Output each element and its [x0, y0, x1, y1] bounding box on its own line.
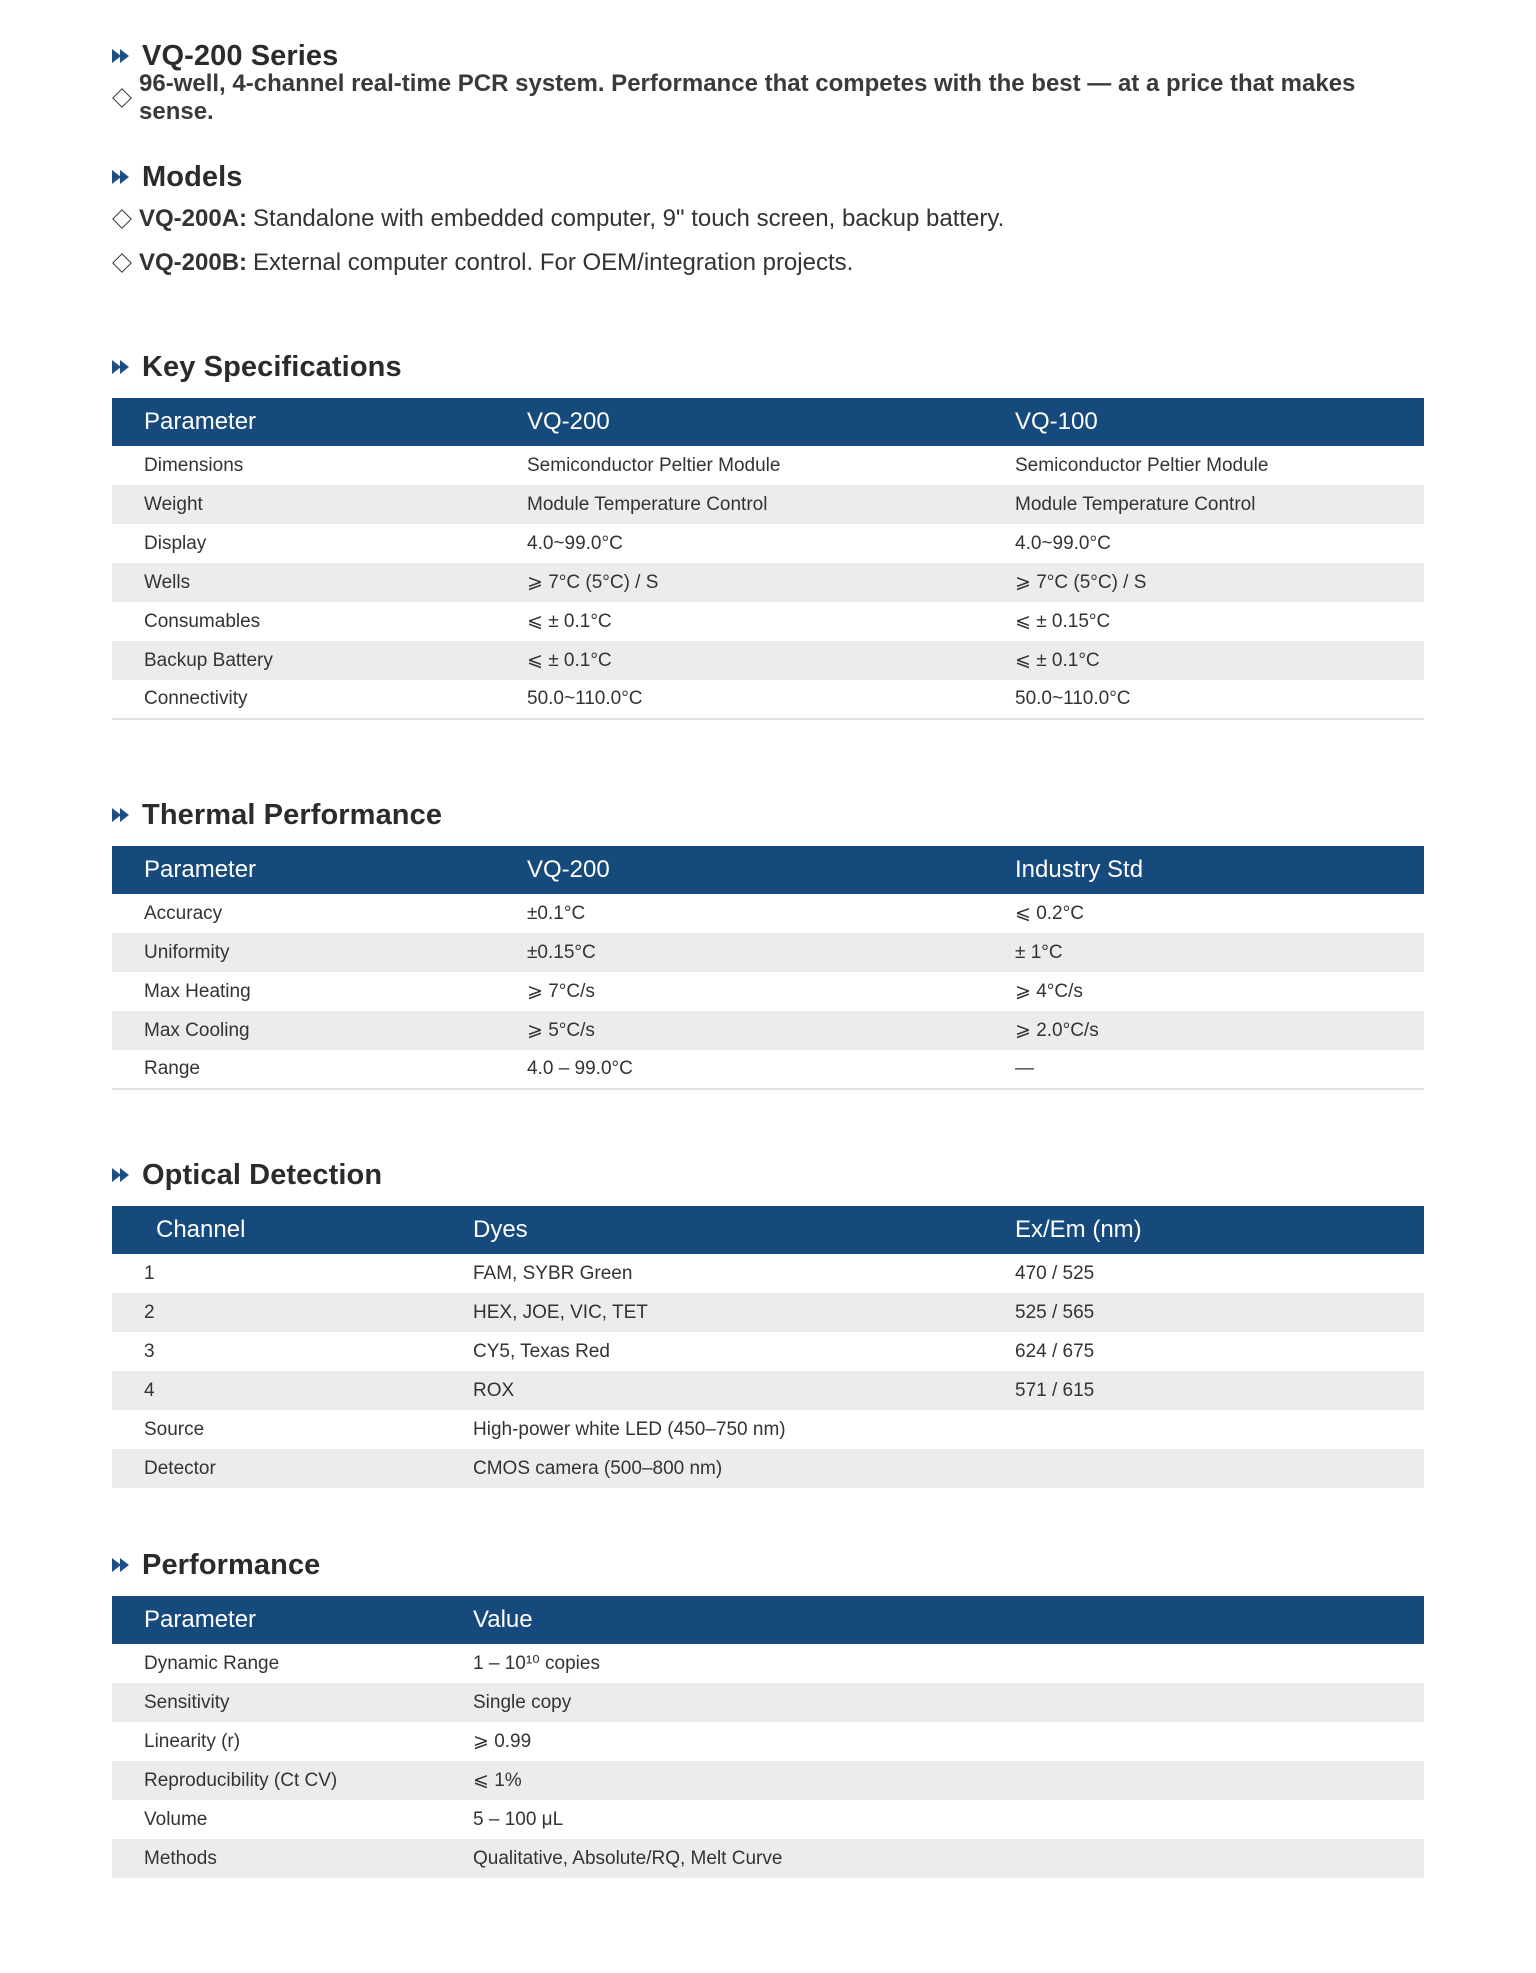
table-cell: ROX: [473, 1379, 515, 1401]
column-header: Industry Std: [1015, 856, 1144, 883]
table-row: [112, 1332, 1424, 1371]
table-cell: Sensitivity: [144, 1691, 230, 1713]
table-cell: ⩽ ± 0.1°C: [527, 650, 612, 671]
section-title: Key Specifications: [142, 350, 402, 383]
table-row: [112, 1011, 1424, 1050]
table-row: [112, 1644, 1424, 1683]
table-cell: Range: [144, 1058, 200, 1079]
table-cell: ⩾ 4°C/s: [1015, 981, 1083, 1002]
table-cell: CY5, Texas Red: [473, 1340, 610, 1362]
table-cell: 50.0~110.0°C: [1015, 688, 1131, 709]
column-header: VQ-200: [527, 856, 610, 883]
table-cell: Linearity (r): [144, 1730, 241, 1752]
table-cell: Reproducibility (Ct CV): [144, 1769, 338, 1791]
table-cell: Semiconductor Peltier Module: [527, 454, 781, 476]
table-cell: 1: [144, 1262, 155, 1284]
tagline-text: 96-well, 4-channel real-time PCR system. Performance that competes with the best — at a price that makes sense.: [139, 70, 1356, 125]
table-cell: FAM, SYBR Green: [473, 1262, 633, 1284]
series-tagline: [112, 70, 1424, 125]
table-row: [112, 524, 1424, 563]
table-row: [112, 563, 1424, 602]
table-cell: 4.0~99.0°C: [1015, 532, 1111, 554]
table-cell: ⩽ ± 0.1°C: [1015, 650, 1100, 671]
double-arrow-icon: [112, 48, 132, 64]
table-cell: ⩾ 7°C (5°C) / S: [527, 572, 659, 593]
optical-table: [112, 1206, 1424, 1488]
table-cell: Weight: [144, 493, 203, 515]
table-row: [112, 972, 1424, 1011]
table-cell: High-power white LED (450–750 nm): [473, 1418, 786, 1440]
table-cell: 3: [144, 1340, 155, 1362]
table-cell: Dimensions: [144, 454, 244, 476]
table-cell: 624 / 675: [1015, 1340, 1095, 1362]
model-item-a: [112, 197, 1424, 241]
table-row: [112, 1293, 1424, 1332]
column-header: VQ-200: [527, 408, 610, 435]
table-cell: Consumables: [144, 610, 261, 632]
table-row: [112, 1722, 1424, 1761]
diamond-bullet-icon: [112, 209, 132, 229]
section-title: VQ-200 Series: [142, 39, 339, 72]
table-row: [112, 1683, 1424, 1722]
table-cell: Module Temperature Control: [1015, 493, 1256, 515]
table-cell: Semiconductor Peltier Module: [1015, 454, 1269, 476]
table-cell: 4: [144, 1379, 155, 1401]
table-cell: ±0.15°C: [527, 941, 596, 963]
column-header: Parameter: [144, 856, 257, 883]
table-cell: Single copy: [473, 1691, 572, 1713]
model-desc: Standalone with embedded computer, 9" touch screen, backup battery.: [253, 205, 1005, 232]
thermal-section: [112, 795, 1424, 1090]
table-cell: Volume: [144, 1808, 208, 1830]
column-header: Parameter: [144, 408, 257, 435]
column-header: Ex/Em (nm): [1015, 1216, 1142, 1243]
table-cell: 525 / 565: [1015, 1301, 1095, 1323]
column-header: Parameter: [144, 1606, 257, 1633]
table-cell: ⩽ ± 0.15°C: [1015, 611, 1111, 632]
table-header: [112, 1206, 1424, 1254]
models-heading: [112, 157, 1424, 197]
table-row: [112, 446, 1424, 485]
table-row: [112, 1050, 1424, 1089]
table-cell: Methods: [144, 1847, 217, 1869]
table-cell: Wells: [144, 571, 191, 593]
column-header: Dyes: [473, 1216, 528, 1243]
table-cell: 50.0~110.0°C: [527, 688, 643, 709]
table-cell: Detector: [144, 1457, 216, 1479]
table-row: [112, 1371, 1424, 1410]
table-row: [112, 602, 1424, 641]
table-row: [112, 894, 1424, 933]
table-cell: [1015, 1410, 1424, 1449]
table-cell: Backup Battery: [144, 649, 273, 671]
table-cell: ⩾ 7°C (5°C) / S: [1015, 572, 1147, 593]
table-cell: Max Cooling: [144, 1019, 250, 1041]
table-row: [112, 1449, 1424, 1488]
models-section: [112, 157, 1424, 285]
table-header: [112, 398, 1424, 446]
double-arrow-icon: [112, 1167, 132, 1183]
table-cell: ⩾ 5°C/s: [527, 1020, 595, 1041]
table-cell: HEX, JOE, VIC, TET: [473, 1301, 648, 1323]
diamond-bullet-icon: [112, 253, 132, 273]
table-cell: Max Heating: [144, 980, 251, 1002]
model-item-b: [112, 241, 1424, 285]
table-header: [112, 846, 1424, 894]
table-row: [112, 1410, 1424, 1449]
table-cell: ±0.1°C: [527, 902, 586, 924]
double-arrow-icon: [112, 1557, 132, 1573]
optical-heading: [112, 1155, 1424, 1195]
table-cell: 2: [144, 1301, 155, 1323]
table-cell: CMOS camera (500–800 nm): [473, 1457, 723, 1479]
table-row: [112, 485, 1424, 524]
section-title: Thermal Performance: [142, 798, 443, 831]
table-cell: 1 – 10¹⁰ copies: [473, 1653, 600, 1674]
performance-heading: [112, 1545, 1424, 1585]
table-row: [112, 641, 1424, 680]
table-row: [112, 933, 1424, 972]
table-cell: 4.0 – 99.0°C: [527, 1058, 633, 1079]
table-cell: Uniformity: [144, 941, 230, 963]
table-cell: Qualitative, Absolute/RQ, Melt Curve: [473, 1847, 783, 1869]
table-cell: ⩽ 1%: [473, 1770, 522, 1791]
double-arrow-icon: [112, 359, 132, 375]
diamond-bullet-icon: [112, 88, 132, 108]
section-title: Optical Detection: [142, 1158, 383, 1191]
column-header: Value: [473, 1606, 533, 1633]
performance-table: [112, 1596, 1424, 1878]
table-cell: ⩾ 0.99: [473, 1731, 532, 1752]
table-row: [112, 1800, 1424, 1839]
table-row: [112, 680, 1424, 719]
table-cell: 571 / 615: [1015, 1379, 1095, 1401]
table-cell: Connectivity: [144, 688, 248, 709]
table-cell: 4.0~99.0°C: [527, 532, 623, 554]
table-cell: 5 – 100 μL: [473, 1808, 564, 1830]
column-header: Channel: [156, 1216, 246, 1243]
table-row: [112, 1839, 1424, 1878]
table-cell: Display: [144, 532, 207, 554]
model-desc: External computer control. For OEM/integration projects.: [253, 249, 854, 276]
table-cell: Module Temperature Control: [527, 493, 768, 515]
table-cell: [1015, 1449, 1424, 1488]
table-cell: ⩽ ± 0.1°C: [527, 611, 612, 632]
table-cell: ⩽ 0.2°C: [1015, 903, 1084, 924]
table-cell: ⩾ 7°C/s: [527, 981, 595, 1002]
section-title: Models: [142, 160, 243, 193]
table-cell: ± 1°C: [1015, 941, 1063, 963]
series-section: [112, 36, 1424, 125]
table-row: [112, 1254, 1424, 1293]
table-row: [112, 1761, 1424, 1800]
thermal-table: [112, 846, 1424, 1090]
table-cell: Source: [144, 1418, 205, 1440]
thermal-heading: [112, 795, 1424, 835]
key-specs-heading: [112, 347, 1424, 387]
table-cell: Accuracy: [144, 902, 223, 924]
table-header: [112, 1596, 1424, 1644]
table-cell: ⩾ 2.0°C/s: [1015, 1020, 1099, 1041]
table-cell: —: [1015, 1058, 1034, 1079]
table-cell: 470 / 525: [1015, 1262, 1095, 1284]
section-title: Performance: [142, 1548, 321, 1581]
column-header: VQ-100: [1015, 408, 1098, 435]
performance-section: [112, 1545, 1424, 1878]
optical-section: [112, 1155, 1424, 1488]
key-specs-section: [112, 347, 1424, 720]
double-arrow-icon: [112, 169, 132, 185]
model-name: VQ-200B:: [139, 249, 248, 276]
table-cell: Dynamic Range: [144, 1652, 280, 1674]
double-arrow-icon: [112, 807, 132, 823]
model-name: VQ-200A:: [139, 205, 248, 232]
key-specs-table: [112, 398, 1424, 720]
